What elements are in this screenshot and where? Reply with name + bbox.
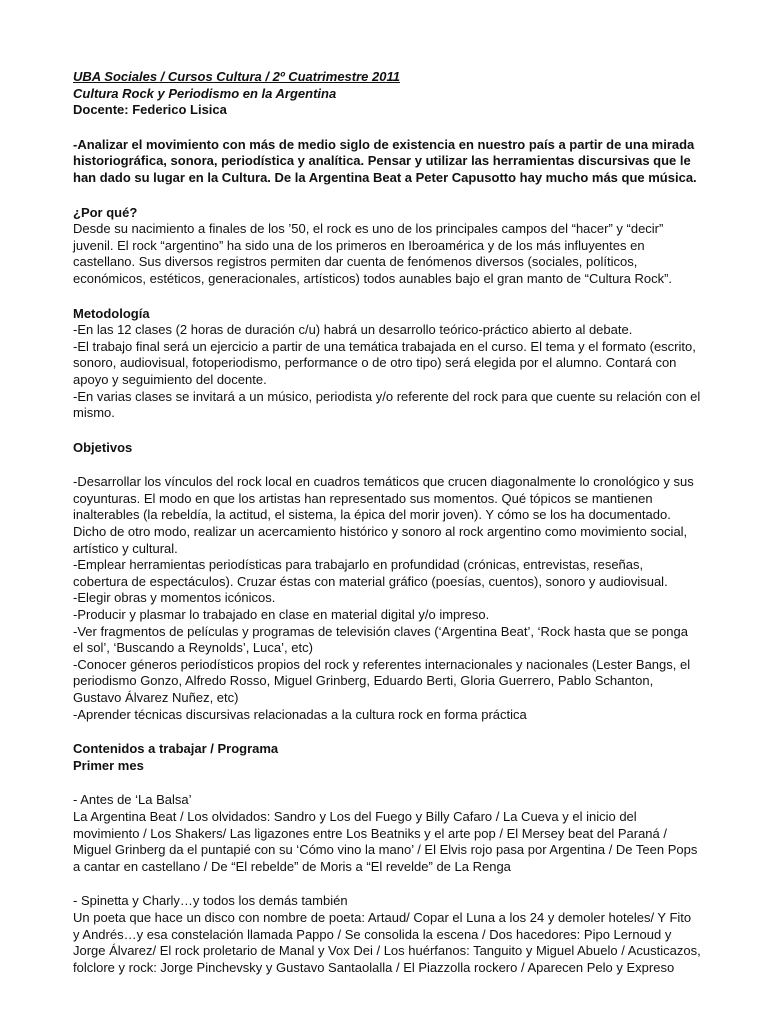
objective-item: -Producir y plasmar lo trabajado en clase en material digital y/o impreso. [73, 607, 490, 623]
program-section-text: Un poeta que hace un disco con nombre de poeta: Artaud/ Copar el Luna a los 24 y demoler hoteles/ Y Fito y Andrés…y esa constelación llamada Pappo / Se consolida la escena / Dos hacedores: Pipo Lernoud y Jorge Álvarez/ El rock proletario de Manal y Vox Dei / Los huérfanos: Tanguito y Miguel Abuelo / Acusticazos, folclore y rock: Jorge Pinchevsky y Gustavo Santaolalla / El Piazzolla rockero / Aparecen Pelo y Expreso [73, 909, 701, 975]
program-section-title: - Antes de ‘La Balsa’ [73, 792, 192, 808]
why-heading: ¿Por qué? [73, 204, 138, 220]
objective-item: -Conocer géneros periodísticos propios del rock y referentes internacionales y nacionales (Lester Bangs, el periodismo Gonzo, Alfredo Rosso, Miguel Grinberg, Eduardo Berti, Gloria Guerrero, Pablo Schanton, Gustavo Álvarez Nuñez, etc) [73, 656, 691, 705]
course-title: Cultura Rock y Periodismo en la Argentina [73, 85, 337, 101]
objective-item: -Aprender técnicas discursivas relacionadas a la cultura rock en forma práctica [73, 706, 527, 722]
methodology-item: -En varias clases se invitará a un músico, periodista y/o referente del rock para que cuente su relación con el mismo. [73, 388, 701, 421]
program-subheading: Primer mes [73, 757, 144, 773]
objective-item: -Elegir obras y momentos icónicos. [73, 590, 276, 606]
methodology-heading: Metodología [73, 305, 150, 321]
objective-item: -Ver fragmentos de películas y programas de televisión claves (‘Argentina Beat’, ‘Rock hasta que se ponga el sol’, ‘Buscando a Reynolds’, Luca’, etc) [73, 623, 688, 656]
why-paragraph: Desde su nacimiento a finales de los ’50, el rock es uno de los principales campos del “hacer” y “decir” juvenil. El rock “argentino” ha sido una de los primeros en Iberoamérica y de los más influyentes en castellano. Sus diversos registros permiten dar cuenta de fenómenos diversos (sociales, políticos, económicos, estéticos, generacionales, artísticos) todos aunables bajo el gran manto de “Cultura Rock”. [73, 221, 673, 286]
methodology-item: -El trabajo final será un ejercicio a partir de una temática trabajada en el curso. El tema y el formato (escrito, sonoro, audiovisual, fotoperiodismo, performance o de otro tipo) será elegida por el alumno. Contará con apoyo y seguimiento del docente. [73, 338, 696, 387]
methodology-item: -En las 12 clases (2 horas de duración c/u) habrá un desarrollo teórico-práctico abierto al debate. [73, 322, 633, 338]
objectives-heading: Objetivos [73, 439, 133, 455]
program-heading: Contenidos a trabajar / Programa [73, 741, 279, 757]
objective-item: -Desarrollar los vínculos del rock local en cuadros temáticos que crucen diagonalmente lo cronológico y sus coyunturas. El modo en que los artistas han representado sus momentos. Qué tópicos se mantienen inalterables (la rebeldía, la actitud, el sistema, la épica del morir joven). Y cómo se los ha documentado. Dicho de otro modo, realizar un acercamiento histórico y sonoro al rock argentino como movimiento social, artístico y cultural. [73, 474, 694, 556]
document-body [73, 69, 701, 976]
intro-paragraph: -Analizar el movimiento con más de medio siglo de existencia en nuestro país a partir de una mirada historiográfica, sonora, periodística y analítica. Pensar y utilizar las herramientas discursivas que le han dado su lugar en la Cultura. De la Argentina Beat a Peter Capusotto hay mucho más que música. [73, 136, 697, 185]
program-section-title: - Spinetta y Charly…y todos los demás también [73, 893, 348, 909]
program-section-text: La Argentina Beat / Los olvidados: Sandro y Los del Fuego y Billy Cafaro / La Cueva y el inicio del movimiento / Los Shakers/ Las ligazones entre Los Beatniks y el arte pop / El Mersey beat del Paraná / Miguel Grinberg da el puntapié con su ‘Cómo vino la mano’ / El Elvis rojo pasa por Argentina / De Teen Pops a cantar en castellano / De “El rebelde” de Moris a “El revelde” de La Renga [73, 808, 698, 874]
objective-item: -Emplear herramientas periodísticas para trabajarlo en profundidad (crónicas, entrevistas, reseñas, cobertura de espectáculos). Cruzar éstas con material gráfico (poesías, cuentos), sonoro y audiovisual. [73, 557, 668, 589]
course-header: UBA Sociales / Cursos Cultura / 2º Cuatrimestre 2011 [73, 69, 400, 84]
teacher-line: Docente: Federico Lisica [73, 102, 227, 118]
